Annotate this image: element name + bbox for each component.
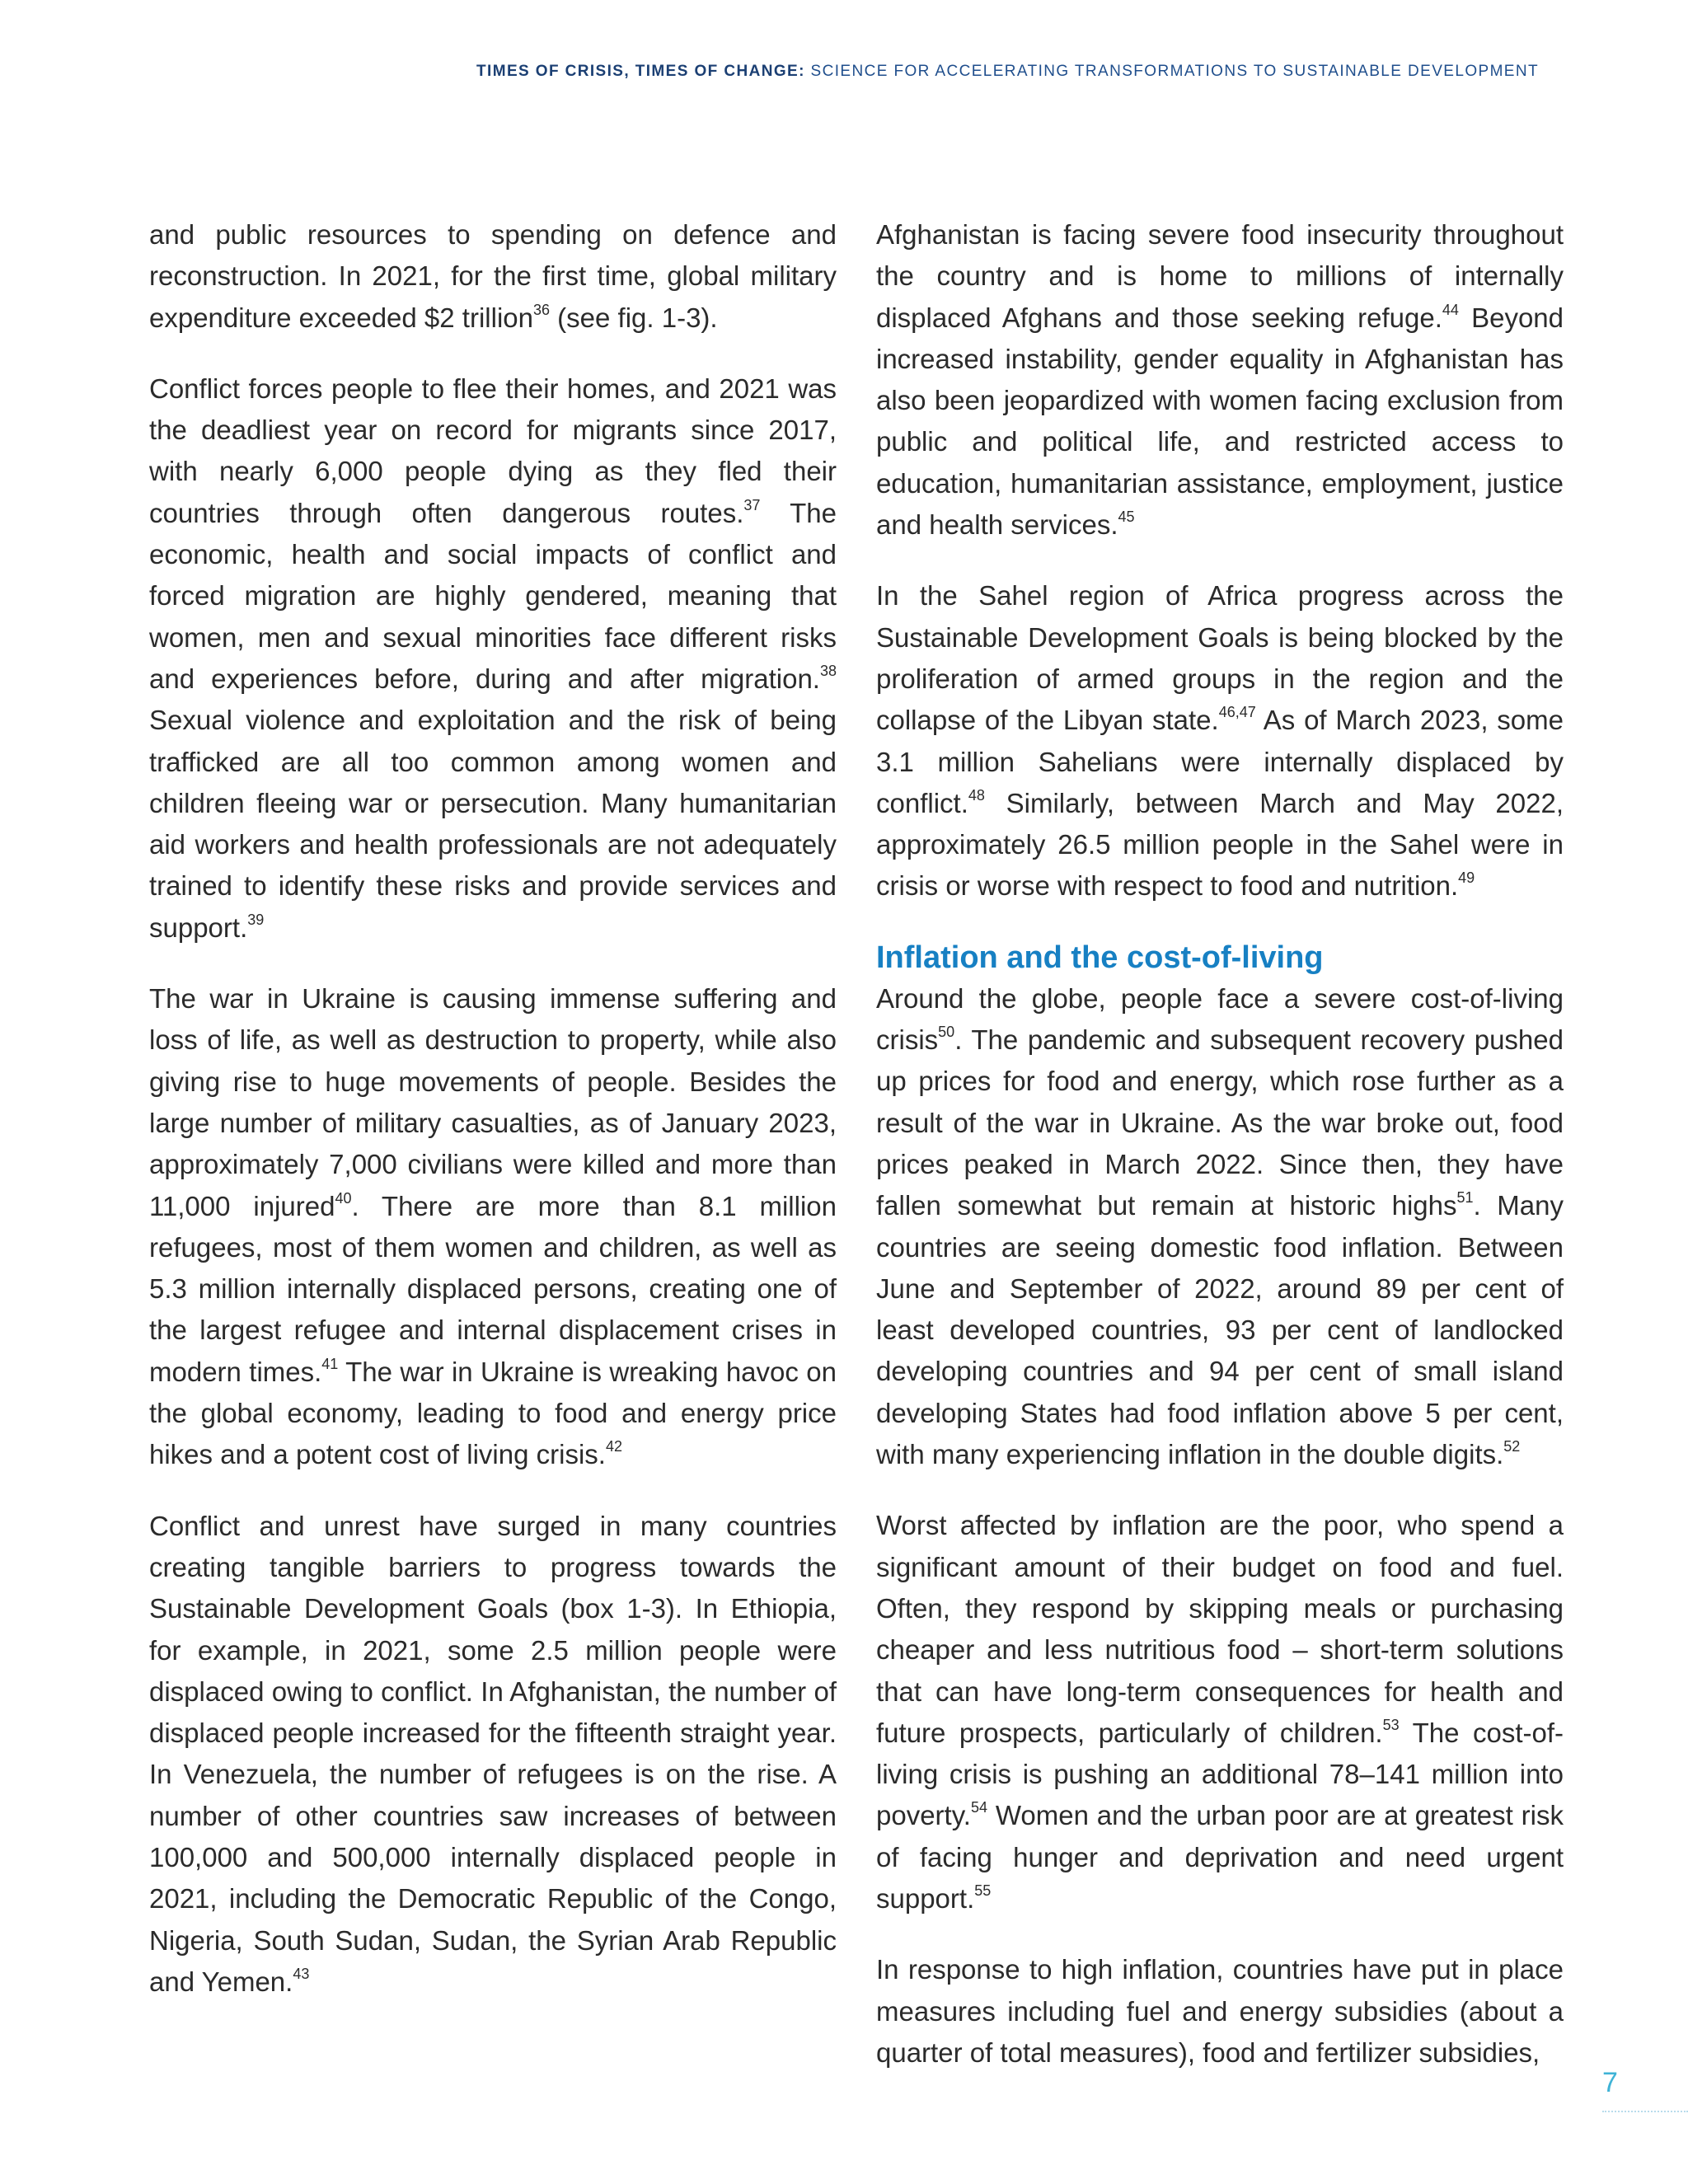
- text-run: The war in Ukraine is wreaking havoc on the global economy, leading to food and energy price hikes and a potent cost of living crisis.: [149, 1356, 837, 1470]
- text-run: The war in Ukraine is causing immense suffering and loss of life, as well as destruction to property, while also giving rise to huge movements of people. Besides the large number of military casualties, as of January 2023, approximately 7,000 civilians were killed and more than 11,000 injured: [149, 983, 837, 1221]
- paragraph: [149, 978, 837, 1476]
- footnote-ref: 48: [968, 786, 985, 804]
- footnote-ref: 42: [605, 1438, 622, 1455]
- paragraph: [876, 214, 1564, 546]
- page-number: 7: [1602, 2067, 1618, 2098]
- text-run: As of March 2023, some 3.1 million Sahelians were internally displaced by conflict.: [876, 705, 1564, 818]
- text-run: The economic, health and social impacts of conflict and forced migration are highly gendered, meaning that women, men and sexual minorities face different risks and experiences before, during and after migration.: [149, 497, 837, 694]
- running-header: [476, 63, 1539, 81]
- footnote-ref: 44: [1442, 301, 1459, 318]
- footnote-ref: 52: [1503, 1438, 1521, 1455]
- running-header-bold: TIMES OF CRISIS, TIMES OF CHANGE:: [476, 63, 805, 80]
- footnote-ref: 39: [247, 911, 265, 928]
- paragraph: [876, 978, 1564, 1476]
- text-run: and public resources to spending on defence and reconstruction. In 2021, for the first time, global military expenditure exceeded $2 trillion: [149, 219, 837, 333]
- text-run: . Many countries are seeing domestic food inflation. Between June and September of 2022, around 89 per cent of least developed countries, 93 per cent of landlocked developing countries and 94 per cent of small island developing States had food inflation above 5 per cent, with many experiencing inflation in the double digits.: [876, 1190, 1564, 1470]
- footnote-ref: 37: [743, 496, 761, 513]
- footnote-ref: 45: [1118, 509, 1135, 526]
- running-header-rest: SCIENCE FOR ACCELERATING TRANSFORMATIONS TO SUSTAINABLE DEVELOPMENT: [810, 63, 1539, 80]
- footnote-ref: 46,47: [1218, 704, 1256, 721]
- section-heading: Inflation and the cost-of-living: [876, 940, 1324, 975]
- left-column: [149, 214, 837, 2032]
- text-run: Conflict and unrest have surged in many countries creating tangible barriers to progress towards the Sustainable Development Goals (box 1-3). In Ethiopia, for example, in 2021, some 2.5 million people were displaced owing to conflict. In Afghanistan, the number of displaced people increased for the fifteenth straight year. In Venezuela, the number of refugees is on the rise. A number of other countries saw increases of between 100,000 and 500,000 internally displaced people in 2021, including the Democratic Republic of the Congo, Nigeria, South Sudan, Sudan, the Syrian Arab Republic and Yemen.: [149, 1510, 837, 1997]
- paragraph: [149, 1506, 837, 2004]
- paragraph: [876, 1949, 1564, 2074]
- text-run: . The pandemic and subsequent recovery pushed up prices for food and energy, which rose further as a result of the war in Ukraine. As the war broke out, food prices peaked in March 2022. Since then, they have fallen somewhat but remain at historic highs: [876, 1024, 1564, 1221]
- footnote-ref: 53: [1382, 1716, 1400, 1733]
- text-run: . There are more than 8.1 million refugees, most of them women and children, as well as 5.3 million internally displaced persons, creating one of the largest refugee and internal displacement crises in modern times.: [149, 1190, 837, 1387]
- footnote-ref: 54: [970, 1799, 987, 1816]
- text-run: (see fig. 1-3).: [550, 302, 718, 333]
- footnote-ref: 55: [974, 1882, 992, 1899]
- text-run: In response to high inflation, countries have put in place measures including fuel and energy subsidies (about a quarter of total measures), food and fertilizer subsidies,: [876, 1954, 1564, 2068]
- footnote-ref: 50: [938, 1024, 955, 1041]
- paragraph: [876, 575, 1564, 907]
- paragraph: [876, 1505, 1564, 1919]
- right-column: [876, 214, 1564, 2103]
- text-run: Around the globe, people face a severe cost-of-living crisis: [876, 982, 1564, 1056]
- footnote-ref: 41: [321, 1355, 339, 1372]
- footnote-ref: 51: [1456, 1189, 1474, 1207]
- text-run: Similarly, between March and May 2022, approximately 26.5 million people in the Sahel were in crisis or worse with respect to food and nutrition.: [876, 787, 1564, 902]
- page-number-rule: [1602, 2111, 1688, 2112]
- footnote-ref: 40: [335, 1189, 352, 1207]
- text-run: Conflict forces people to flee their homes, and 2021 was the deadliest year on record for migrants since 2017, with nearly 6,000 people dying as they fled their countries through often dangerous routes.: [149, 373, 837, 528]
- text-run: In the Sahel region of Africa progress across the Sustainable Development Goals is being blocked by the proliferation of armed groups in the region and the collapse of the Libyan state.: [876, 580, 1564, 736]
- footnote-ref: 49: [1458, 869, 1475, 887]
- text-run: Worst affected by inflation are the poor, who spend a significant amount of their budget on food and fuel. Often, they respond by skipping meals or purchasing cheaper and less nutritious food – short-term solutions that can have long-term consequences for health and future prospects, particularly of children.: [876, 1510, 1564, 1748]
- footnote-ref: 43: [293, 1965, 310, 1982]
- text-run: Women and the urban poor are at greatest risk of facing hunger and deprivation and need urgent support.: [876, 1800, 1564, 1914]
- paragraph: [149, 214, 837, 339]
- text-run: Beyond increased instability, gender equality in Afghanistan has also been jeopardized with women facing exclusion from public and political life, and restricted access to education, humanitarian assistance, employment, justice and health services.: [876, 302, 1564, 541]
- footnote-ref: 36: [532, 301, 551, 318]
- text-run: The cost-of-living crisis is pushing an additional 78–141 million into poverty.: [876, 1717, 1564, 1831]
- paragraph: [149, 368, 837, 949]
- footnote-ref: 38: [819, 662, 837, 679]
- text-run: Sexual violence and exploitation and the risk of being trafficked are all too common among women and children fleeing war or persecution. Many humanitarian aid workers and health professionals are not adequately trained to identify these risks and provide services and support.: [149, 705, 837, 943]
- text-run: Afghanistan is facing severe food insecurity throughout the country and is home to millions of internally displaced Afghans and those seeking refuge.: [876, 219, 1564, 333]
